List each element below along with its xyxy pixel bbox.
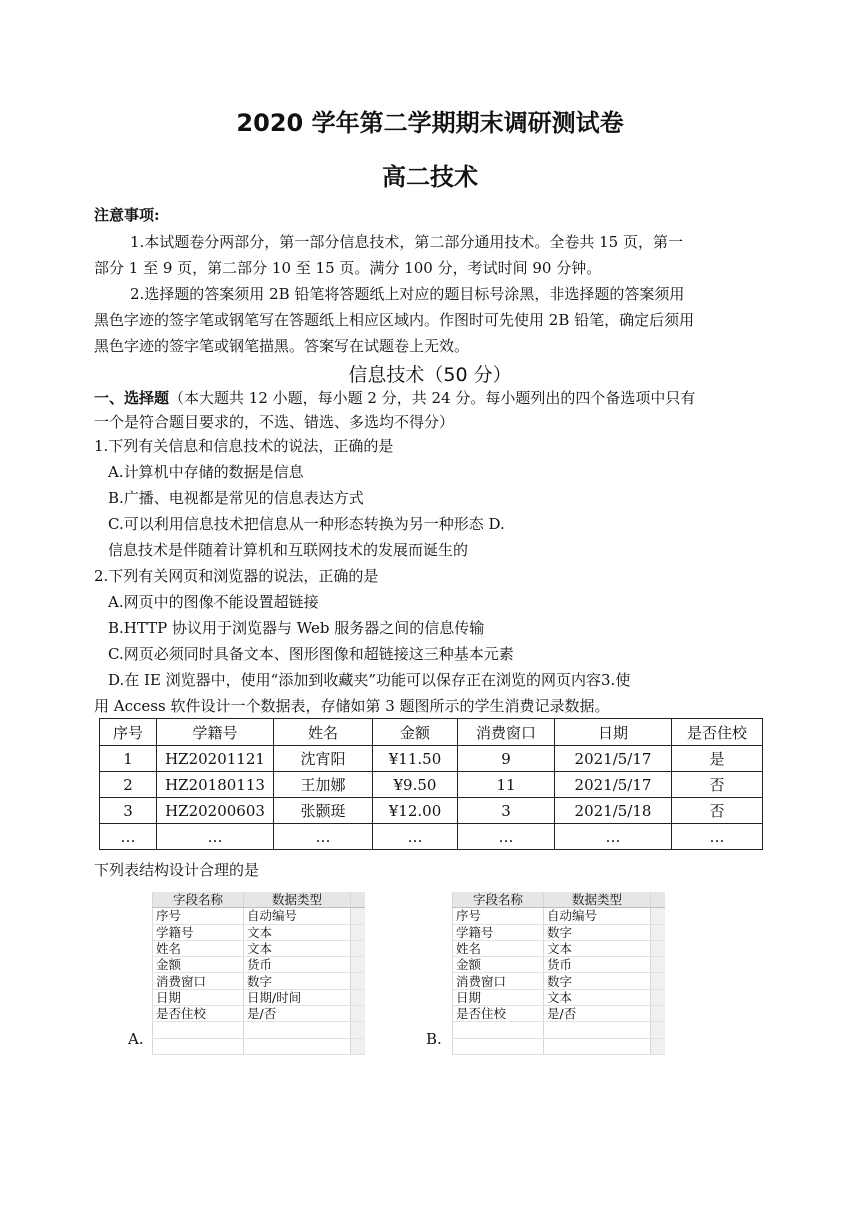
option-a-field-table	[152, 892, 365, 1055]
q1-option-c: C.可以利用信息技术把信息从一种形态转换为另一种形态 D.	[108, 515, 505, 533]
part-desc-2: 一个是符合题目要求的，不选、错选、多选均不得分）	[94, 413, 455, 431]
field-type	[544, 1022, 651, 1038]
q1-option-b: B.广播、电视都是常见的信息表达方式	[108, 489, 364, 507]
table-row	[453, 1006, 666, 1022]
table-row	[453, 989, 666, 1005]
col-spacer	[651, 892, 666, 908]
exam-title: 2020 学年第二学期期末调研测试卷	[236, 109, 624, 137]
col-spacer	[651, 908, 666, 924]
table-cell: 张颢珽	[274, 798, 373, 824]
table-row	[153, 924, 366, 940]
col-header: 姓名	[274, 719, 373, 746]
field-name: 姓名	[453, 940, 544, 956]
table-row	[100, 798, 763, 824]
col-spacer	[351, 989, 366, 1005]
col-spacer	[651, 940, 666, 956]
field-type: 数字	[544, 924, 651, 940]
option-b-label: B.	[426, 1030, 442, 1048]
field-name: 序号	[153, 908, 244, 924]
table-row	[153, 1038, 366, 1054]
field-type: 文本	[244, 924, 351, 940]
table-cell: HZ20200603	[157, 798, 274, 824]
part-heading: 一、选择题	[94, 389, 170, 407]
table-row	[453, 1038, 666, 1054]
part-intro	[94, 386, 695, 410]
col-spacer	[651, 973, 666, 989]
table-cell: 王加娜	[274, 772, 373, 798]
col-spacer	[651, 957, 666, 973]
col-header: 是否住校	[672, 719, 763, 746]
q2-option-a: A.网页中的图像不能设置超链接	[108, 593, 319, 611]
col-header: 字段名称	[153, 892, 244, 908]
table-cell: 3	[458, 798, 555, 824]
col-spacer	[651, 1022, 666, 1038]
field-name: 金额	[153, 957, 244, 973]
field-name: 消费窗口	[153, 973, 244, 989]
table-row	[153, 1006, 366, 1022]
table-cell: …	[555, 824, 672, 850]
field-type: 货币	[544, 957, 651, 973]
field-type	[544, 1038, 651, 1054]
option-a-label: A.	[128, 1030, 144, 1048]
field-name: 日期	[453, 989, 544, 1005]
field-name: 是否住校	[153, 1006, 244, 1022]
table-row	[453, 973, 666, 989]
part-desc: （本大题共 12 小题，每小题 2 分，共 24 分。每小题列出的四个备选项中只有	[169, 389, 696, 407]
col-spacer	[351, 1022, 366, 1038]
student-records-table	[99, 718, 763, 850]
field-type: 货币	[244, 957, 351, 973]
q2-option-b: B.HTTP 协议用于浏览器与 Web 服务器之间的信息传输	[108, 619, 485, 637]
field-name	[453, 1022, 544, 1038]
table-cell: 9	[458, 746, 555, 772]
table-row	[153, 1022, 366, 1038]
col-spacer	[351, 1038, 366, 1054]
col-header: 消费窗口	[458, 719, 555, 746]
col-spacer	[351, 973, 366, 989]
table-row	[153, 973, 366, 989]
exam-subtitle: 高二技术	[382, 163, 478, 191]
q1-option-a: A.计算机中存储的数据是信息	[108, 463, 304, 481]
col-header: 金额	[373, 719, 458, 746]
table-header-row	[153, 892, 366, 908]
field-type: 自动编号	[544, 908, 651, 924]
notice-line-2: 部分 1 至 9 页，第二部分 10 至 15 页。满分 100 分，考试时间 90 分钟。	[94, 259, 602, 277]
col-header: 数据类型	[544, 892, 651, 908]
table-cell: …	[274, 824, 373, 850]
field-name: 是否住校	[453, 1006, 544, 1022]
field-type	[244, 1022, 351, 1038]
q2-option-c: C.网页必须同时具备文本、图形图像和超链接这三种基本元素	[108, 645, 514, 663]
table-cell: 3	[100, 798, 157, 824]
table-cell: 2	[100, 772, 157, 798]
notice-heading: 注意事项:	[94, 206, 160, 224]
col-header: 字段名称	[453, 892, 544, 908]
table-header-row	[453, 892, 666, 908]
field-name: 日期	[153, 989, 244, 1005]
table-header-row	[100, 719, 763, 746]
table-cell: 否	[672, 798, 763, 824]
field-type: 文本	[244, 940, 351, 956]
col-spacer	[351, 908, 366, 924]
table-cell: ¥12.00	[373, 798, 458, 824]
table-cell: 2021/5/18	[555, 798, 672, 824]
section-title: 信息技术（50 分）	[348, 364, 512, 386]
notice-line-4: 黑色字迹的签字笔或钢笔写在答题纸上相应区域内。作图时可先使用 2B 铅笔，确定后须用	[94, 311, 695, 329]
field-type: 是/否	[544, 1006, 651, 1022]
table-row	[453, 957, 666, 973]
col-spacer	[351, 892, 366, 908]
col-header: 数据类型	[244, 892, 351, 908]
table-row	[453, 924, 666, 940]
field-name: 学籍号	[153, 924, 244, 940]
table-cell: 1	[100, 746, 157, 772]
col-spacer	[351, 1006, 366, 1022]
table-cell: 11	[458, 772, 555, 798]
field-type: 自动编号	[244, 908, 351, 924]
table-row	[100, 772, 763, 798]
col-spacer	[351, 957, 366, 973]
q3-stem: 用 Access 软件设计一个数据表，存储如第 3 题图所示的学生消费记录数据。	[94, 697, 610, 715]
col-header: 学籍号	[157, 719, 274, 746]
field-name: 姓名	[153, 940, 244, 956]
table-cell: 是	[672, 746, 763, 772]
col-header: 日期	[555, 719, 672, 746]
field-type: 文本	[544, 940, 651, 956]
table-row	[100, 824, 763, 850]
field-name: 序号	[453, 908, 544, 924]
notice-line-5: 黑色字迹的签字笔或钢笔描黑。答案写在试题卷上无效。	[94, 337, 470, 355]
q2-stem: 2.下列有关网页和浏览器的说法，正确的是	[94, 567, 379, 585]
col-spacer	[351, 924, 366, 940]
field-name	[453, 1038, 544, 1054]
field-name	[153, 1022, 244, 1038]
notice-line-1: 1.本试题卷分两部分，第一部分信息技术，第二部分通用技术。全卷共 15 页，第一	[130, 233, 683, 251]
table-cell: 沈宵阳	[274, 746, 373, 772]
table-row	[153, 908, 366, 924]
q1-option-d: 信息技术是伴随着计算机和互联网技术的发展而诞生的	[108, 541, 469, 559]
table-cell: HZ20180113	[157, 772, 274, 798]
table-cell: 2021/5/17	[555, 772, 672, 798]
table-cell: …	[672, 824, 763, 850]
field-name: 消费窗口	[453, 973, 544, 989]
field-name: 学籍号	[453, 924, 544, 940]
field-type: 数字	[244, 973, 351, 989]
table-cell: ¥9.50	[373, 772, 458, 798]
col-header: 序号	[100, 719, 157, 746]
field-type: 文本	[544, 989, 651, 1005]
q3-prompt: 下列表结构设计合理的是	[94, 861, 260, 879]
field-type: 日期/时间	[244, 989, 351, 1005]
table-cell: HZ20201121	[157, 746, 274, 772]
col-spacer	[651, 989, 666, 1005]
table-row	[153, 957, 366, 973]
table-row	[453, 940, 666, 956]
q2-option-d: D.在 IE 浏览器中，使用“添加到收藏夹”功能可以保存正在浏览的网页内容3.使	[108, 671, 631, 689]
table-row	[453, 908, 666, 924]
table-row	[153, 989, 366, 1005]
table-cell: …	[458, 824, 555, 850]
col-spacer	[651, 1006, 666, 1022]
field-type	[244, 1038, 351, 1054]
table-cell: 2021/5/17	[555, 746, 672, 772]
q1-stem: 1.下列有关信息和信息技术的说法，正确的是	[94, 437, 394, 455]
field-name: 金额	[453, 957, 544, 973]
col-spacer	[651, 1038, 666, 1054]
col-spacer	[651, 924, 666, 940]
table-row	[100, 746, 763, 772]
table-cell: …	[157, 824, 274, 850]
table-cell: 否	[672, 772, 763, 798]
table-row	[153, 940, 366, 956]
field-name	[153, 1038, 244, 1054]
table-cell: …	[100, 824, 157, 850]
table-row	[453, 1022, 666, 1038]
table-cell: ¥11.50	[373, 746, 458, 772]
option-b-field-table	[452, 892, 665, 1055]
notice-line-3: 2.选择题的答案须用 2B 铅笔将答题纸上对应的题目标号涂黑，非选择题的答案须用	[130, 285, 685, 303]
table-cell: …	[373, 824, 458, 850]
col-spacer	[351, 940, 366, 956]
field-type: 数字	[544, 973, 651, 989]
field-type: 是/否	[244, 1006, 351, 1022]
